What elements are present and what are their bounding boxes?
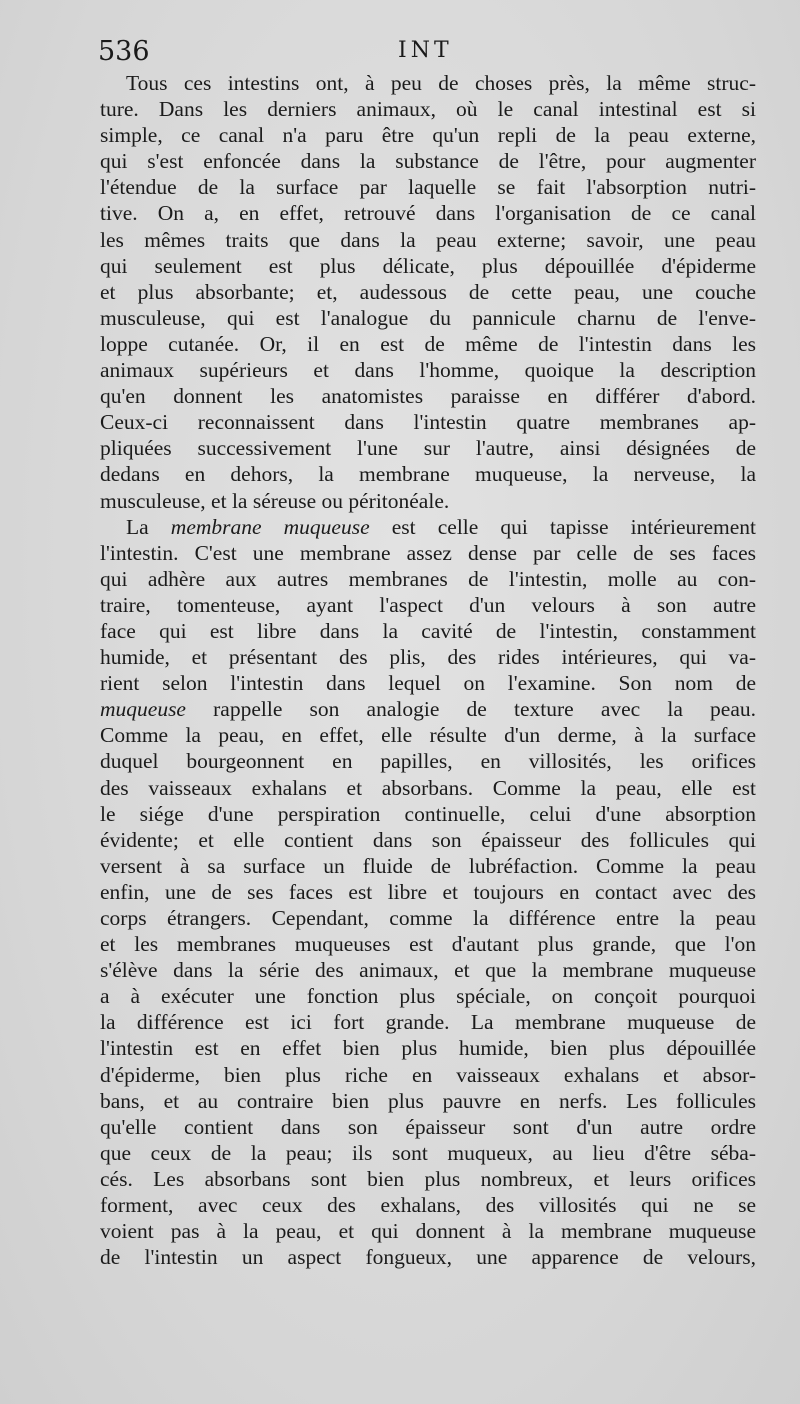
text-line: musculeuse, qui est l'analogue du pannicule charnu de l'enve- [100,305,756,330]
running-head: INT [398,38,453,63]
page-number: 536 [98,36,150,67]
text-line: s'élève dans la série des animaux, et que la membrane muqueuse [100,958,756,983]
text-line: qui adhère aux autres membranes de l'intestin, molle au con- [100,566,756,591]
text-line: rient selon l'intestin dans lequel on l'examine. Son nom de [100,671,756,696]
text-line: bans, et au contraire bien plus pauvre en nerfs. Les follicules [100,1088,756,1113]
text-line: Ceux-ci reconnaissent dans l'intestin quatre membranes ap- [100,410,756,435]
text-line: versent à sa surface un fluide de lubréfaction. Comme la peau [100,853,756,878]
paragraph-2 [100,514,756,1271]
italic-term: muqueuse [100,697,186,722]
text-line: musculeuse, et la séreuse ou péritonéale. [100,488,450,513]
text-line: duquel bourgeonnent en papilles, en villosités, les orifices [100,749,756,774]
text-line: le siége d'une perspiration continuelle, celui d'une absorption [100,801,756,826]
text-line: qu'en donnent les anatomistes paraisse en différer d'abord. [100,384,756,409]
page-header [98,36,758,72]
text-line: cés. Les absorbans sont bien plus nombreux, et leurs orifices [100,1166,756,1191]
text-run: La [126,514,171,539]
text-line: humide, et présentant des plis, des rides intérieures, qui va- [100,645,756,670]
text-line: corps étrangers. Cependant, comme la différence entre la peau [100,906,756,930]
body-text [100,70,756,1270]
text-line: voient pas à la peau, et qui donnent à la membrane muqueuse [100,1219,756,1244]
text-line: d'épiderme, bien plus riche en vaisseaux exhalans et absor- [100,1062,756,1087]
text-line: l'intestin. C'est une membrane assez dense par celle de ses faces [100,540,756,565]
text-line: dedans en dehors, la membrane muqueuse, la nerveuse, la [100,462,756,487]
text-line: Comme la peau, en effet, elle résulte d'un derme, à la surface [100,723,756,748]
text-line: de l'intestin un aspect fongueux, une apparence de velours, [100,1245,756,1270]
text-line: qu'elle contient dans son épaisseur sont d'un autre ordre [100,1114,756,1139]
text-line: la différence est ici fort grande. La membrane muqueuse de [100,1010,756,1035]
text-line: simple, ce canal n'a paru être qu'un repli de la peau externe, [100,123,756,148]
italic-term: membrane muqueuse [170,514,370,539]
paragraph-1 [100,70,756,514]
text-line: les mêmes traits que dans la peau externe; savoir, une peau [100,227,756,252]
text-line: qui s'est enfoncée dans la substance de l'être, pour augmenter [100,149,756,174]
text-line: loppe cutanée. Or, il en est de même de l'intestin dans les [100,331,756,356]
text-line: tive. On a, en effet, retrouvé dans l'organisation de ce canal [100,201,756,226]
text-line: et plus absorbante; et, audessous de cette peau, une couche [100,279,756,304]
text-line: animaux supérieurs et dans l'homme, quoique la description [100,358,756,383]
text-line: des vaisseaux exhalans et absorbans. Comme la peau, elle est [100,775,756,800]
text-line: qui seulement est plus délicate, plus dépouillée d'épiderme [100,253,756,278]
text-line: évidente; et elle contient dans son épaisseur des follicules qui [100,827,756,852]
text-line: et les membranes muqueuses est d'autant plus grande, que l'on [100,932,756,957]
text-line: l'étendue de la surface par laquelle se fait l'absorption nutri- [100,175,756,200]
text-run: est celle qui tapisse intérieurement [369,514,756,539]
text-line [100,696,756,722]
text-line: forment, avec ceux des exhalans, des villosités qui ne se [100,1193,756,1218]
text-line: pliquées successivement l'une sur l'autre, ainsi désignées de [100,436,756,461]
text-line: que ceux de la peau; ils sont muqueux, au lieu d'être séba- [100,1140,756,1165]
text-line [100,514,756,540]
text-line: Tous ces intestins ont, à peu de choses près, la même struc- [126,71,756,95]
text-line: l'intestin est en effet bien plus humide, bien plus dépouillée [100,1036,756,1061]
text-line: traire, tomenteuse, ayant l'aspect d'un velours à son autre [100,592,756,617]
text-line: enfin, une de ses faces est libre et toujours en contact avec des [100,879,756,904]
text-line: ture. Dans les derniers animaux, où le canal intestinal est si [100,97,756,122]
text-run: rappelle son analogie de texture avec la peau. [185,697,756,722]
text-line: a à exécuter une fonction plus spéciale, on conçoit pourquoi [100,984,756,1009]
text-line: face qui est libre dans la cavité de l'intestin, constamment [100,618,756,643]
